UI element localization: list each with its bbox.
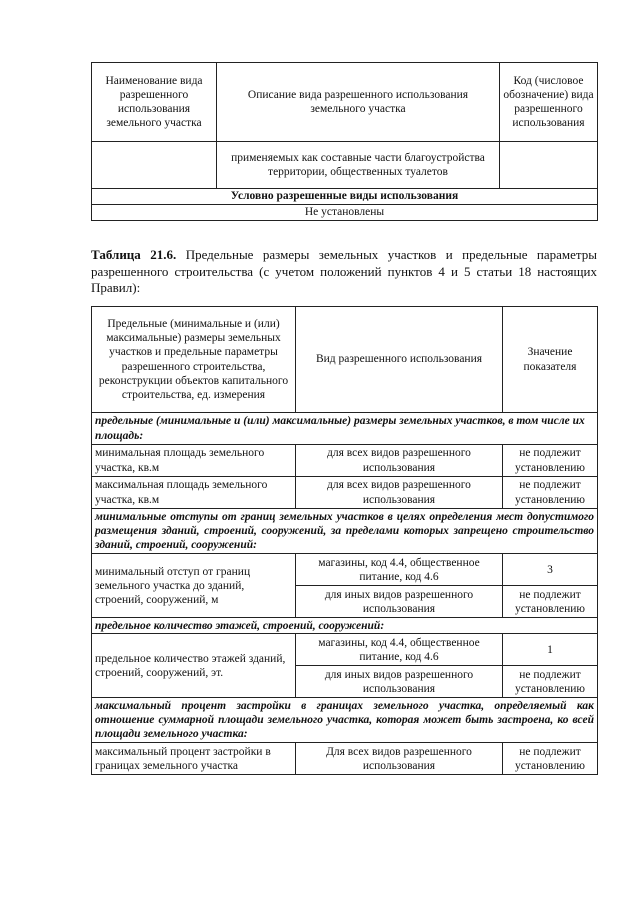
- use-cell: Для всех видов разрешенного использования: [296, 743, 503, 775]
- table-row: [92, 445, 598, 477]
- use-cell: магазины, код 4.4, общественное питание, код 4.6: [296, 634, 503, 666]
- table-row: [92, 477, 598, 509]
- section-setbacks: минимальные отступы от границ земельных участков в целях определения мест допустимого размещения зданий, строений, сооружений, за пределами которых запрещено строительство зданий, строений, сооружений:: [92, 509, 598, 554]
- empty-cell: [500, 142, 598, 189]
- param-cell: максимальный процент застройки в границах земельного участка: [92, 743, 296, 775]
- header-use-code: Код (числовое обозначение) вида разрешенного использования: [500, 63, 598, 142]
- table-header-row: [92, 63, 598, 142]
- table-row: [92, 554, 598, 586]
- header-use-name: Наименование вида разрешенного использования земельного участка: [92, 63, 217, 142]
- limits-table: [91, 306, 598, 775]
- header-value: Значение показателя: [503, 307, 598, 413]
- value-cell: 3: [503, 554, 598, 586]
- table-row: [92, 142, 598, 189]
- permitted-uses-table: [91, 62, 598, 221]
- caption-text: Предельные размеры земельных участков и предельные параметры разрешенного строительства (с учетом положений пунктов 4 и 5 статьи 18 настоящих Правил):: [91, 247, 597, 296]
- caption-label: Таблица 21.6.: [91, 247, 177, 262]
- section-plot-sizes: предельные (минимальные и (или) максимальные) размеры земельных участков, в том числе их площадь:: [92, 413, 598, 445]
- section-coverage: максимальный процент застройки в границах земельного участка, определяемый как отношение суммарной площади земельного участка, которая может быть застроена, ко всей площади земельного участка:: [92, 698, 598, 743]
- param-cell: минимальный отступ от границ земельного участка до зданий, строений, сооружений, м: [92, 554, 296, 618]
- header-use-description: Описание вида разрешенного использования земельного участка: [217, 63, 500, 142]
- value-cell: 1: [503, 634, 598, 666]
- value-cell: не подлежит установлению: [503, 445, 598, 477]
- table-row: [92, 189, 598, 205]
- section-floors: предельное количество этажей, строений, сооружений:: [92, 618, 598, 634]
- section-row: [92, 413, 598, 445]
- table-header-row: [92, 307, 598, 413]
- table-row: [92, 743, 598, 775]
- table-caption: [91, 247, 597, 297]
- section-row: [92, 509, 598, 554]
- header-parameter: Предельные (минимальные и (или) максимальные) размеры земельных участков и предельные параметры разрешенного строительства, реконструкции объектов капитального строительства, ед. измерения: [92, 307, 296, 413]
- table-row: [92, 634, 598, 666]
- section-row: [92, 618, 598, 634]
- conditional-uses-value: Не установлены: [92, 205, 598, 221]
- section-row: [92, 698, 598, 743]
- value-cell: не подлежит установлению: [503, 666, 598, 698]
- use-cell: для всех видов разрешенного использования: [296, 477, 503, 509]
- param-cell: минимальная площадь земельного участка, кв.м: [92, 445, 296, 477]
- param-cell: максимальная площадь земельного участка, кв.м: [92, 477, 296, 509]
- header-use-type: Вид разрешенного использования: [296, 307, 503, 413]
- value-cell: не подлежит установлению: [503, 586, 598, 618]
- use-cell: магазины, код 4.4, общественное питание, код 4.6: [296, 554, 503, 586]
- value-cell: не подлежит установлению: [503, 743, 598, 775]
- use-cell: для иных видов разрешенного использования: [296, 586, 503, 618]
- table-row: [92, 205, 598, 221]
- use-cell: для иных видов разрешенного использования: [296, 666, 503, 698]
- conditional-uses-heading: Условно разрешенные виды использования: [92, 189, 598, 205]
- empty-cell: [92, 142, 217, 189]
- value-cell: не подлежит установлению: [503, 477, 598, 509]
- use-cell: для всех видов разрешенного использования: [296, 445, 503, 477]
- param-cell: предельное количество этажей зданий, строений, сооружений, эт.: [92, 634, 296, 698]
- continuation-description: применяемых как составные части благоустройства территории, общественных туалетов: [217, 142, 500, 189]
